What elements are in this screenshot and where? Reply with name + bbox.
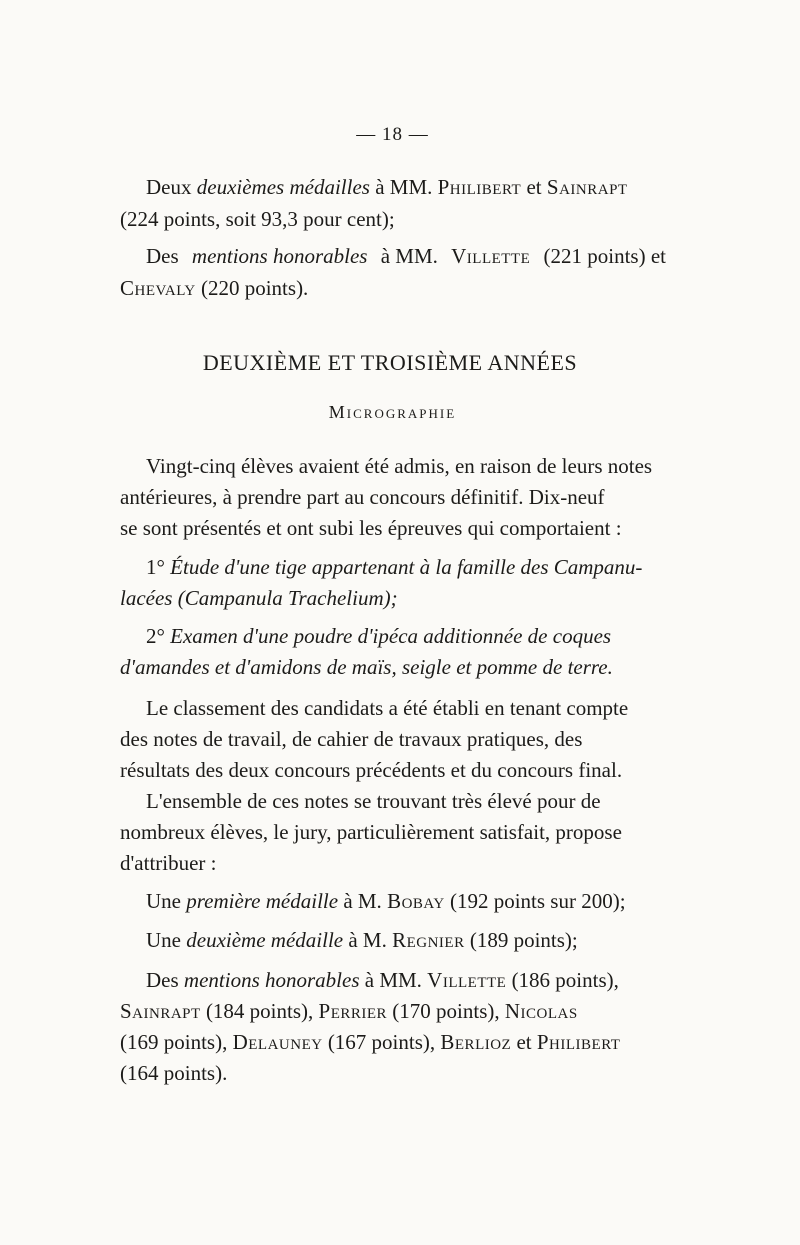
paragraph-6-line-2: des notes de travail, de cahier de travaux pratiques, des <box>120 727 583 751</box>
name-villette: Villette <box>451 244 531 268</box>
paragraph-3-line-3: se sont présentés et ont subi les épreuves qui comportaient : <box>120 516 622 540</box>
paragraph-2-line-2 <box>120 273 680 303</box>
text: (192 points sur 200); <box>449 889 626 913</box>
name-berlioz: Berlioz <box>440 1030 512 1054</box>
paragraph-5-line-2 <box>120 652 666 682</box>
text: et <box>526 175 542 199</box>
italic-text: Examen d'une poudre d'ipéca additionnée de coques <box>170 624 612 648</box>
paragraph-3-line-1 <box>146 451 666 481</box>
paragraph-8-line <box>146 886 666 916</box>
paragraph-6-line-3: résultats des deux concours précédents et du concours final. <box>120 758 623 782</box>
paragraph-1-line-1 <box>0 172 666 202</box>
paragraph-9-line <box>146 925 666 955</box>
paragraph-7-line-2: nombreux élèves, le jury, particulièrement satisfait, propose <box>120 820 622 844</box>
text: et <box>516 1030 532 1054</box>
section-subheading: Micrographie <box>328 402 457 422</box>
paragraph-2-line-1 <box>146 241 666 271</box>
text: Des <box>146 968 179 992</box>
text: Vingt-cinq élèves avaient été admis, en raison de leurs notes <box>146 454 653 478</box>
paragraph-7-line-1: L'ensemble de ces notes se trouvant très élevé pour de <box>146 789 601 813</box>
page-number: — 18 — <box>356 124 429 145</box>
italic-text: Étude d'une tige appartenant à la famille des Campanu- <box>170 555 643 579</box>
text: Une <box>146 928 181 952</box>
name-perrier: Perrier <box>318 999 388 1023</box>
paragraph-1-line-2: (224 points, soit 93,3 pour cent); <box>120 207 395 231</box>
text: à MM. <box>375 175 433 199</box>
italic-text: lacées (Campanula Trachelium); <box>120 586 398 610</box>
text: (167 points), <box>327 1030 436 1054</box>
name-villette: Villette <box>427 968 507 992</box>
text: Une <box>146 889 181 913</box>
paragraph-6-line-1: Le classement des candidats a été établi en tenant compte <box>146 696 629 720</box>
paragraph-5-line-1 <box>146 621 666 651</box>
italic-text: mentions honorables <box>191 244 368 268</box>
italic-text: mentions honorables <box>183 968 360 992</box>
text: (221 points) et <box>543 244 666 268</box>
text: (220 points). <box>200 276 309 300</box>
name-sainrapt: Sainrapt <box>120 999 201 1023</box>
italic-text: première médaille <box>186 889 339 913</box>
italic-text: deuxièmes médailles <box>196 175 370 199</box>
name-philibert: Philibert <box>437 175 522 199</box>
text: (184 points), <box>205 999 314 1023</box>
paragraph-4-line-2 <box>120 583 666 613</box>
name-delauney: Delauney <box>232 1030 323 1054</box>
section-heading: DEUXIÈME ET TROISIÈME ANNÉES <box>202 350 578 375</box>
italic-text: deuxième médaille <box>186 928 344 952</box>
text: (189 points); <box>469 928 578 952</box>
ordinal: 2° <box>146 624 165 648</box>
text: Deux <box>146 175 192 199</box>
name-nicolas: Nicolas <box>504 999 578 1023</box>
text: (169 points), <box>120 1030 228 1054</box>
text: (170 points), <box>392 999 500 1023</box>
paragraph-10-line-3 <box>120 1027 666 1057</box>
text: Des <box>146 244 179 268</box>
paragraph-10-line-2 <box>120 996 666 1026</box>
text: à M. <box>348 928 387 952</box>
paragraph-10-line-4: (164 points). <box>120 1061 228 1085</box>
paragraph-7-line-3: d'attribuer : <box>120 851 217 875</box>
paragraph-10-line-1 <box>146 965 666 995</box>
text: à M. <box>343 889 382 913</box>
text: à MM. <box>364 968 422 992</box>
name-philibert: Philibert <box>536 1030 621 1054</box>
name-chevaly: Chevaly <box>120 276 196 300</box>
italic-text: d'amandes et d'amidons de maïs, seigle et pomme de terre. <box>120 655 613 679</box>
name-regnier: Regnier <box>392 928 465 952</box>
paragraph-4-line-1 <box>146 552 666 582</box>
name-sainrapt: Sainrapt <box>546 175 628 199</box>
ordinal: 1° <box>146 555 165 579</box>
text: (186 points), <box>511 968 619 992</box>
name-bobay: Bobay <box>387 889 445 913</box>
text: à MM. <box>380 244 438 268</box>
paragraph-3-line-2: antérieures, à prendre part au concours définitif. Dix-neuf <box>120 485 605 509</box>
